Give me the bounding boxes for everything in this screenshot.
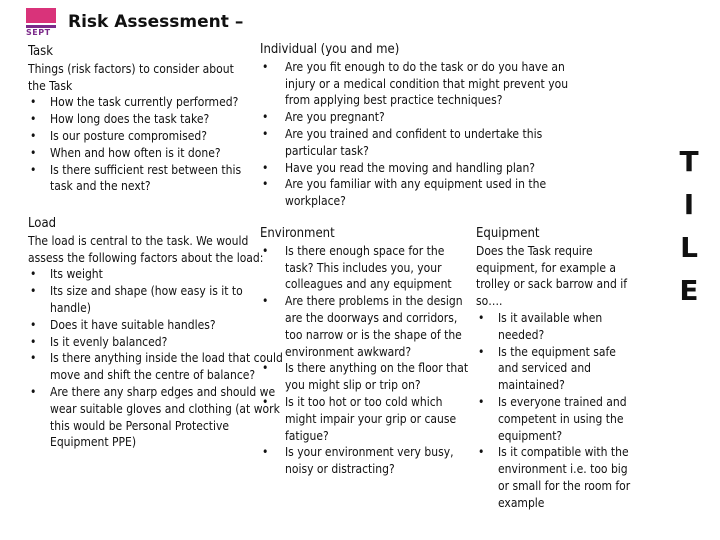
individual-section xyxy=(260,42,578,210)
task-heading: Task xyxy=(28,44,54,59)
list-item: • Its size and shape (how easy is it to handle) xyxy=(28,283,283,317)
tile-acronym xyxy=(674,140,704,312)
environment-heading: Environment xyxy=(260,226,335,241)
logo-bar-magenta xyxy=(26,8,56,23)
acronym-letter: L xyxy=(680,231,698,264)
list-item: • Is our posture compromised? xyxy=(28,128,250,145)
individual-heading: Individual (you and me) xyxy=(260,42,400,57)
list-item: • Are you pregnant? xyxy=(260,109,578,126)
list-item: • Is it compatible with the environment i.e. too big or small for the room for example xyxy=(476,444,634,511)
acronym-letter: I xyxy=(683,188,695,221)
list-item: • Its weight xyxy=(28,266,283,283)
list-item: • Is it evenly balanced? xyxy=(28,334,283,351)
page-title: Risk Assessment – xyxy=(68,12,244,32)
list-item: • Are there any sharp edges and should we wear suitable gloves and clothing (at work this would be Personal Protective Equipment PPE) xyxy=(28,384,283,451)
load-intro: The load is central to the task. We would assess the following factors about the load: xyxy=(28,233,264,265)
list-item: • Is it available when needed? xyxy=(476,310,634,344)
list-item: • Is the equipment safe and serviced and maintained? xyxy=(476,344,634,394)
sept-logo xyxy=(26,8,56,36)
list-item: • Have you read the moving and handling plan? xyxy=(260,160,578,177)
environment-list xyxy=(260,243,470,478)
acronym-letter: T xyxy=(679,145,699,178)
list-item: • Is everyone trained and competent in using the equipment? xyxy=(476,394,634,444)
equipment-intro: Does the Task require equipment, for example a trolley or sack barrow and if so…. xyxy=(476,243,628,309)
list-item: • Is your environment very busy, noisy or distracting? xyxy=(260,444,470,478)
list-item: • How long does the task take? xyxy=(28,111,250,128)
list-item: • How the task currently performed? xyxy=(28,94,250,111)
equipment-list xyxy=(476,310,634,512)
equipment-heading: Equipment xyxy=(476,226,540,241)
individual-list xyxy=(260,59,578,210)
load-heading: Load xyxy=(28,216,57,231)
list-item: • Is there anything inside the load that could move and shift the centre of balance? xyxy=(28,350,283,384)
list-item: • Are you fit enough to do the task or do you have an injury or a medical condition that might prevent you from applying best practice techniques? xyxy=(260,59,578,109)
list-item: • Are there problems in the design are the doorways and corridors, too narrow or is the shape of the environment awkward? xyxy=(260,293,470,360)
load-section xyxy=(28,216,283,451)
list-item: • Are you trained and confident to undertake this particular task? xyxy=(260,126,578,160)
logo-text: SEPT xyxy=(26,28,51,37)
list-item: • Is there enough space for the task? This includes you, your colleagues and any equipment xyxy=(260,243,470,293)
task-list xyxy=(28,94,250,195)
load-list xyxy=(28,266,283,451)
task-section xyxy=(28,44,250,195)
list-item: • Does it have suitable handles? xyxy=(28,317,283,334)
task-intro: Things (risk factors) to consider about the Task xyxy=(28,61,234,93)
list-item: • Is there sufficient rest between this task and the next? xyxy=(28,162,250,196)
acronym-letter: E xyxy=(679,274,699,307)
list-item: • When and how often is it done? xyxy=(28,145,250,162)
list-item: • Is it too hot or too cold which might impair your grip or cause fatigue? xyxy=(260,394,470,444)
list-item: • Are you familiar with any equipment used in the workplace? xyxy=(260,176,578,210)
environment-section xyxy=(260,226,470,478)
equipment-section xyxy=(476,226,634,512)
list-item: • Is there anything on the floor that you might slip or trip on? xyxy=(260,360,470,394)
